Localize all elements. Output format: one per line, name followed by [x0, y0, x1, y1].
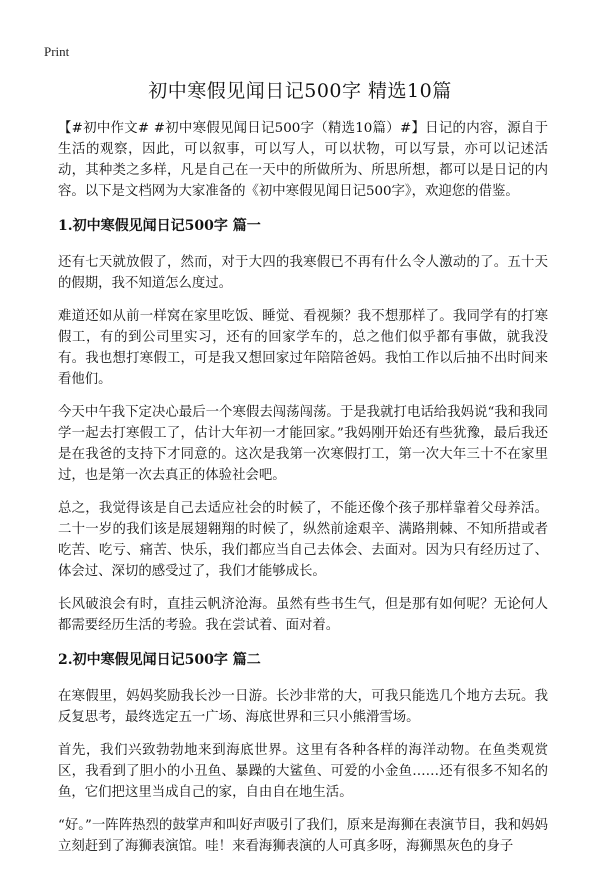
page-title: 初中寒假见闻日记500字 精选10篇: [148, 80, 452, 102]
section-1-paragraph: 总之，我觉得该是自己去适应社会的时候了，不能还像个孩子那样靠着父母养活。二十一岁的我们该是展翅翱翔的时候了，纵然前途艰辛、满路荆棘、不知所措或者吃苦、吃亏、痛苦、快乐，我们都应当自己去体会、去面对。因为只有经历过了、体会过、深切的感受过了，我们才能够成长。: [58, 501, 548, 579]
section-2-paragraph: 在寒假里，妈妈奖励我长沙一日游。长沙非常的大，可我只能选几个地方去玩。我反复思考，最终选定五一广场、海底世界和三只小熊滑雪场。: [58, 689, 548, 725]
section-1-paragraph: 难道还如从前一样窝在家里吃饭、睡觉、看视频？我不想那样了。我同学有的打寒假工，有的到公司里实习，还有的回家学车的，总之他们似乎都有事做，就我没有。我也想打寒假工，可是我又想回家过年陪陪爸妈。我怕工作以后抽不出时间来看他们。: [58, 309, 548, 387]
section-1-paragraph: 长风破浪会有时，直挂云帆济沧海。虽然有些书生气，但是那有如何呢？无论何人都需要经历生活的考验。我在尝试着、面对着。: [58, 597, 548, 633]
print-link[interactable]: Print: [44, 44, 70, 59]
section-heading-2: 2.初中寒假见闻日记500字 篇二: [58, 652, 261, 668]
section-2-paragraph: “好。”一阵阵热烈的鼓掌声和叫好声吸引了我们，原来是海狮在表演节目，我和妈妈立刻赶到了海狮表演馆。哇！来看海狮表演的人可真多呀，海狮黑灰色的身子: [58, 818, 548, 854]
section-1-paragraph: 还有七天就放假了，然而，对于大四的我寒假已不再有什么令人激动的了。五十天的假期，我不知道怎么度过。: [58, 255, 548, 291]
section-heading-1: 1.初中寒假见闻日记500字 篇一: [58, 218, 261, 234]
intro-paragraph: 【#初中作文# #初中寒假见闻日记500字（精选10篇）#】日记的内容，源自于生活的观察，因此，可以叙事，可以写人，可以状物，可以写景，亦可以记述活动，其种类之多样，凡是自己在一天中的所做所为、所思所想，都可以是日记的内容。以下是文档网为大家准备的《初中寒假见闻日记500字》，欢迎您的借鉴。: [58, 121, 548, 199]
section-2-paragraph: 首先，我们兴致勃勃地来到海底世界。这里有各种各样的海洋动物。在鱼类观赏区，我看到了胆小的小丑鱼、暴躁的大鲨鱼、可爱的小金鱼……还有很多不知名的鱼，它们把这里当成自己的家，自由自在地生活。: [58, 743, 548, 800]
article-body: [58, 118, 548, 869]
section-1-paragraph: 今天中午我下定决心最后一个寒假去闯荡闯荡。于是我就打电话给我妈说“我和我同学一起去打寒假工了，估计大年初一才能回家。”我妈刚开始还有些犹豫，最后我还是在我爸的支持下才同意的。这次是我第一次寒假打工，第一次大年三十不在家里过，也是第一次去真正的体验社会吧。: [58, 405, 548, 483]
